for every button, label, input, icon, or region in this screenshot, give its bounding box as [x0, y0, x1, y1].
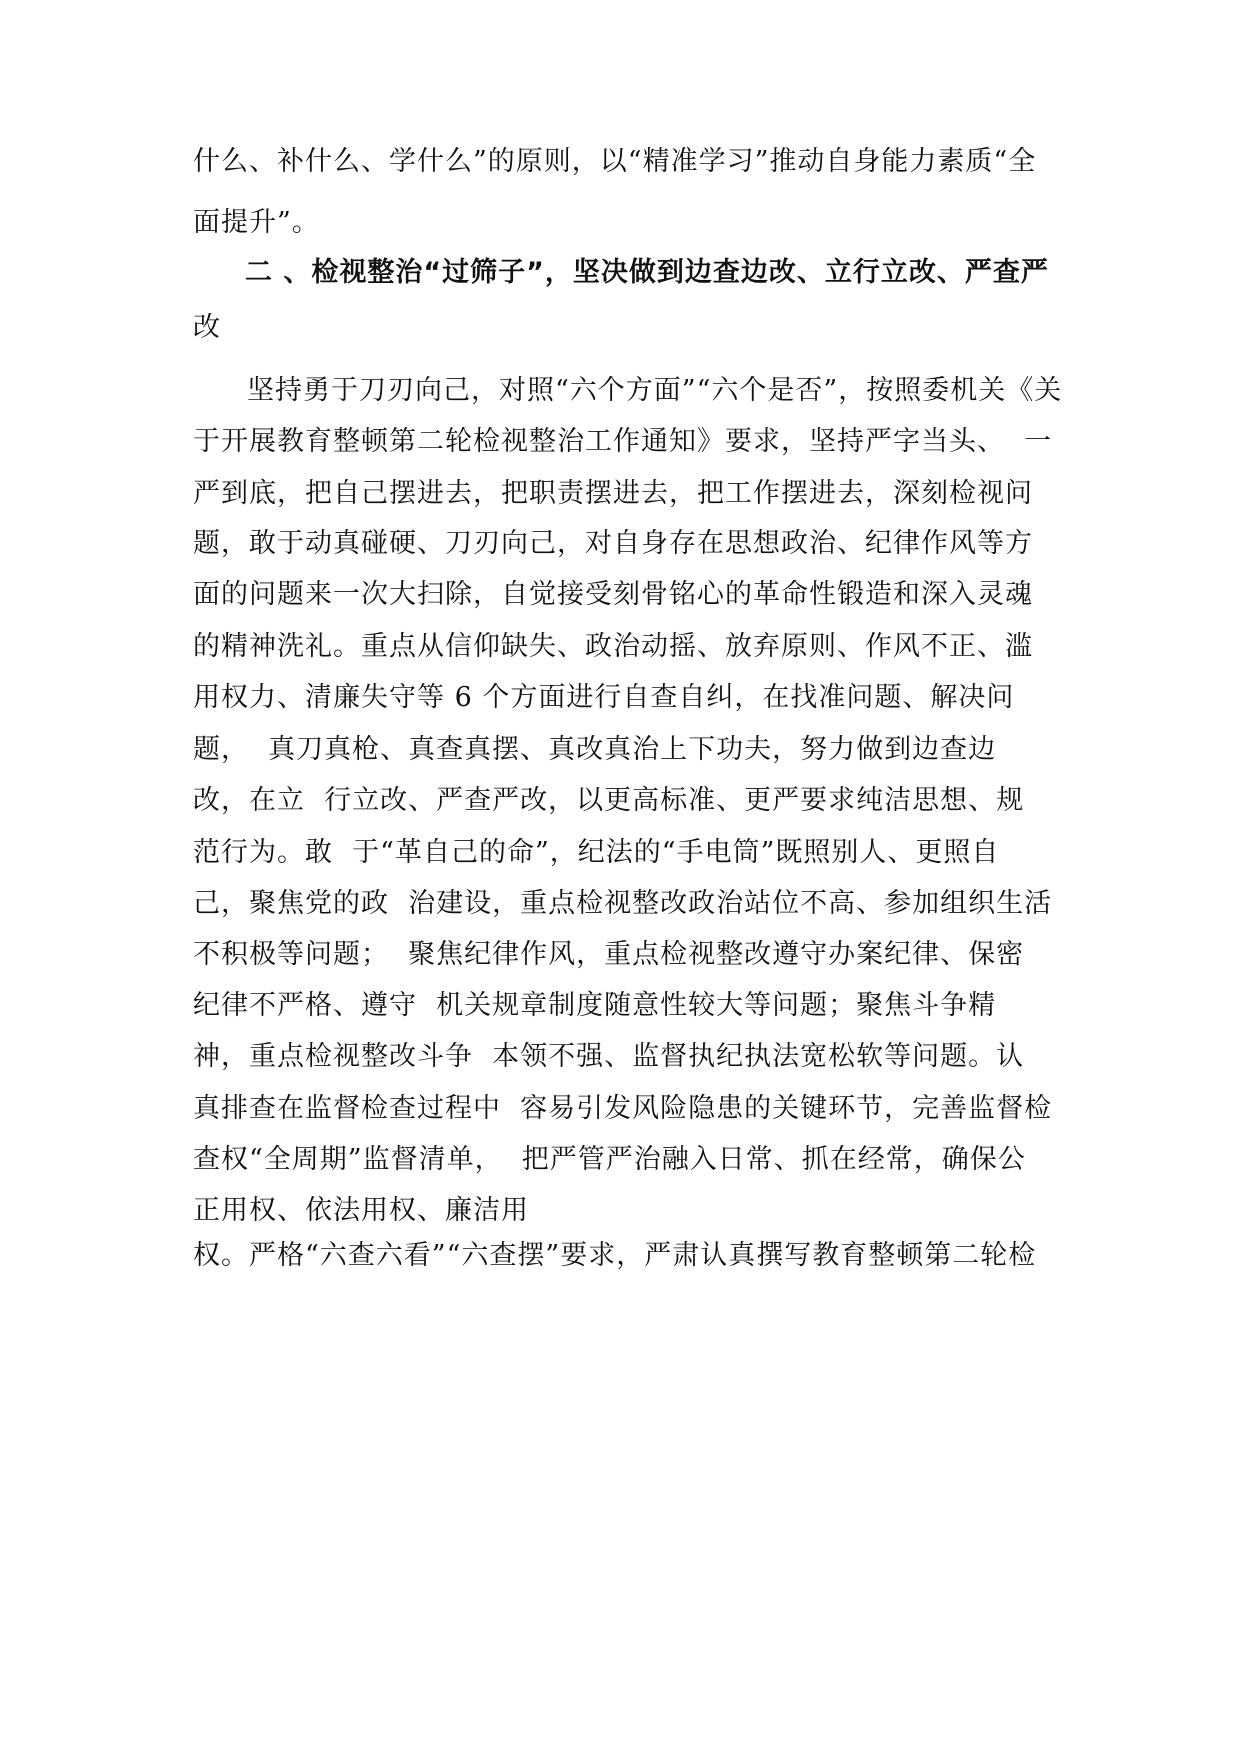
paragraph-line: 于开展教育整顿第二轮检视整治工作通知》要求，坚持严字当头、 一 [193, 426, 1053, 457]
paragraph-line: 严到底，把自己摆进去，把职责摆进去，把工作摆进去，深刻检视问 [193, 478, 1033, 509]
paragraph-line: 改，在立 行立改、严查严改，以更高标准、更严要求纯洁思想、规 [193, 785, 1025, 816]
paragraph-line: 神，重点检视整改斗争 本领不强、监督执纪执法宽松软等问题。认 [193, 1041, 1025, 1072]
paragraph-line: 范行为。敢 于“革自己的命”，纪法的“手电筒”既照别人、更照自 [193, 837, 1000, 868]
paragraph-line: 纪律不严格、遵守 机关规章制度随意性较大等问题；聚焦斗争精 [193, 990, 997, 1021]
paragraph-line: 查权“全周期”监督清单， 把严管严治融入日常、抓在经常，确保公 [193, 1144, 1026, 1175]
paragraph-line: 不积极等问题； 聚焦纪律作风，重点检视整改遵守办案纪律、保密 [193, 939, 1025, 970]
section-heading-line: 改 [193, 312, 221, 343]
section-heading-line: 二 、检视整治“过筛子”，坚决做到边查边改、立行立改、严查严 [245, 257, 1049, 288]
paragraph-line: 面的问题来一次大扫除，自觉接受刻骨铭心的革命性锻造和深入灵魂 [193, 579, 1033, 610]
paragraph-line: 题， 真刀真枪、真查真摆、真改真治上下功夫，努力做到边查边 [193, 734, 997, 765]
paragraph-line: 的精神洗礼。重点从信仰缺失、政治动摇、放弃原则、作风不正、滥 [193, 631, 1033, 662]
paragraph-line: 正用权、依法用权、廉洁用 [193, 1195, 529, 1226]
paragraph-line: 面提升”。 [193, 207, 320, 238]
paragraph-line: 坚持勇于刀刃向己，对照“六个方面”“六个是否”，按照委机关《关 [247, 375, 1063, 406]
paragraph-line: 真排查在监督检查过程中 容易引发风险隐患的关键环节，完善监督检 [193, 1093, 1053, 1124]
paragraph-line: 用权力、清廉失守等 6 个方面进行自查自纠，在找准问题、解决问 [193, 682, 1015, 713]
paragraph-line: 题，敢于动真碰硬、刀刃向己，对自身存在思想政治、纪律作风等方 [193, 528, 1033, 559]
paragraph-line: 什么、补什么、学什么”的原则，以“精准学习”推动自身能力素质“全 [193, 146, 1037, 177]
paragraph-line: 己，聚焦党的政 治建设，重点检视整改政治站位不高、参加组织生活 [193, 888, 1053, 919]
paragraph-line: 权。严格“六查六看”“六查摆”要求，严肃认真撰写教育整顿第二轮检 [193, 1240, 1037, 1271]
